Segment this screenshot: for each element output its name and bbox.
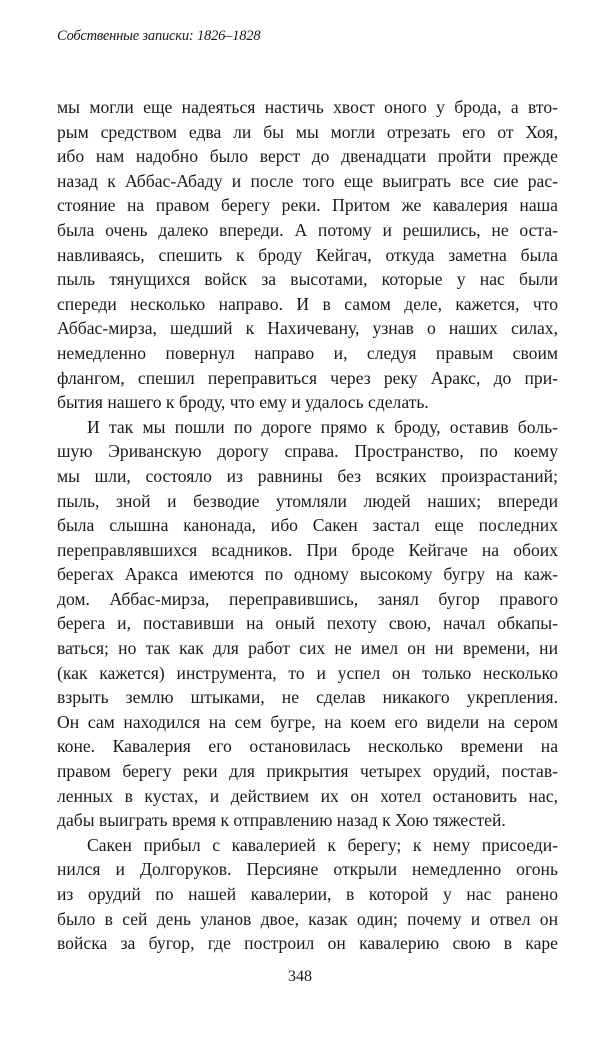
text-line: стояние на правом берегу реки. Притом же кавалерия наша [57, 195, 558, 216]
text-line: немедленно повернул направо и, следуя правым своим [57, 342, 558, 363]
text-line: пыль тянущихся войск за высотами, которые у нас были [57, 269, 558, 290]
text-line: нился и Долгоруков. Персияне открыли немедленно огонь [57, 859, 558, 880]
text-line: шую Эриванскую дорогу справа. Пространство, по коему [57, 441, 558, 462]
text-line: Аббас-мирза, шедший к Нахичевану, узнав о наших силах, [57, 318, 558, 339]
text-line: было в сей день уланов двое, казак один; почему и отвел он [57, 908, 558, 929]
text-line: правом берегу реки для прикрытия четырех орудий, постав- [57, 761, 558, 782]
text-line: Он сам находился на сем бугре, на коем его видели на сером [57, 711, 558, 732]
text-line: дом. Аббас-мирза, переправившись, занял бугор правого [57, 588, 558, 609]
paragraph [57, 415, 558, 833]
text-line: ленных в кустах, и действием их он хотел остановить нас, [57, 785, 558, 806]
text-line: была слышна канонада, ибо Сакен застал еще последних [57, 515, 558, 536]
page-body-text [57, 95, 558, 956]
text-line: навливаясь, спешить к броду Кейгач, откуда заметна была [57, 244, 558, 265]
text-line: мы шли, состояло из равнины без всяких произрастаний; [57, 465, 558, 486]
paragraph [57, 833, 558, 956]
text-line: ибо нам надобно было верст до двенадцати пройти прежде [57, 146, 558, 167]
text-line: была очень далеко впереди. А потому и решились, не оста- [57, 219, 558, 240]
text-line: назад к Аббас-Абаду и после того еще выиграть все сие рас- [57, 170, 558, 191]
text-line: флангом, спешил переправиться через реку Аракс, до при- [57, 367, 558, 388]
paragraph [57, 95, 558, 415]
text-line: коне. Кавалерия его остановилась несколько времени на [57, 736, 558, 757]
running-header: Собственные записки: 1826–1828 [57, 28, 261, 44]
text-line: рым средством едва ли бы мы могли отрезать его от Хоя, [57, 121, 558, 142]
page-number: 348 [288, 968, 312, 985]
text-line: переправлявшихся всадников. При броде Кейгаче на обоих [57, 539, 558, 560]
text-line: из орудий по нашей кавалерии, в которой у нас ранено [57, 884, 558, 904]
text-line: ваться; но так как для работ сих не имел он ни времени, ни [57, 638, 558, 659]
text-line: пыль, зной и безводие утомляли людей наших; впереди [57, 490, 558, 511]
text-line: берегах Аракса имеются по одному высокому бугру на каж- [57, 564, 558, 585]
text-line: И так мы пошли по дороге прямо к броду, оставив боль- [87, 416, 558, 437]
text-line: взрыть землю штыками, не сделав никакого укрепления. [57, 687, 558, 708]
text-line: (как кажется) инструмента, то и успел он только несколько [57, 662, 558, 683]
text-line: берега и, поставивши на оный пехоту свою, начал обкапы- [57, 613, 558, 634]
text-line: Сакен прибыл с кавалерией к берегу; к нему присоеди- [87, 834, 558, 855]
text-line: войска за бугор, где построил он кавалерию свою в каре [57, 933, 558, 954]
text-line: мы могли еще надеяться настичь хвост оного у брода, а вто- [57, 97, 558, 117]
text-line: бытия нашего к броду, что ему и удалось сделать. [57, 392, 429, 413]
text-line: спереди несколько направо. И в самом деле, кажется, что [57, 293, 558, 314]
text-line: дабы выиграть время к отправлению назад к Хою тяжестей. [57, 810, 506, 831]
